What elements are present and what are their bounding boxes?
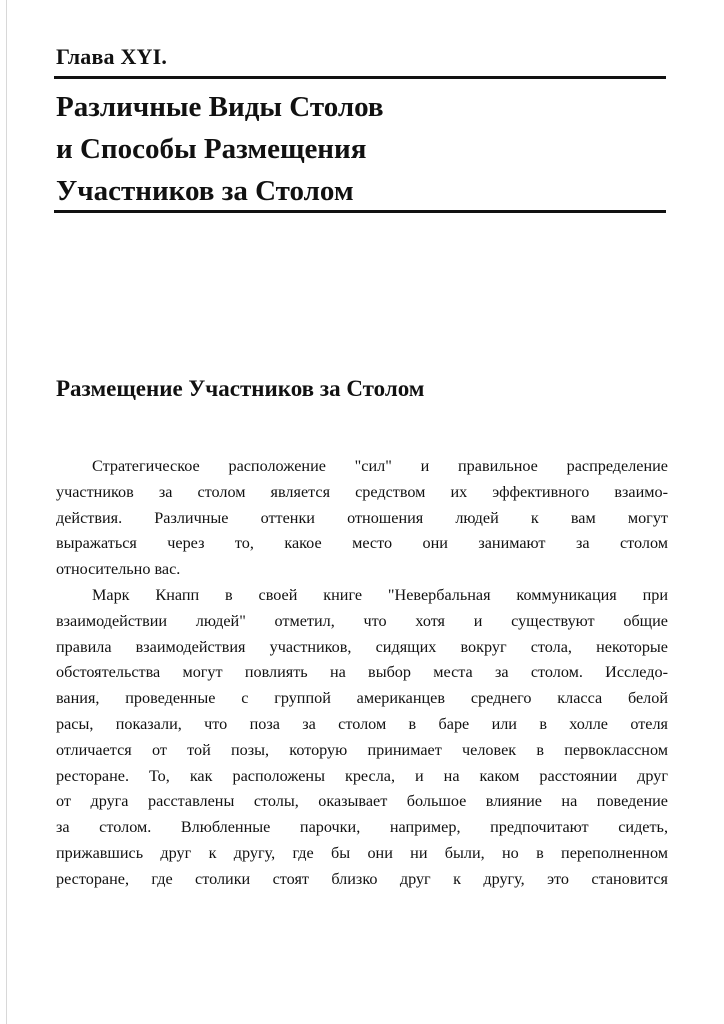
text-line: ресторане, где столики стоят близко друг к другу, это становится	[56, 869, 668, 888]
text-line: действия. Различные оттенки отношения людей к вам могут	[56, 508, 668, 527]
chapter-title	[56, 86, 384, 212]
text-line: относительно вас.	[56, 560, 181, 579]
chapter-title-line: и Способы Размещения	[56, 133, 367, 165]
text-line: Стратегическое расположение "сил" и правильное распределение	[92, 457, 668, 475]
section-heading: Размещение Участников за Столом	[56, 376, 425, 401]
paragraph	[56, 454, 668, 583]
text-line: Марк Кнапп в своей книге "Невербальная коммуникация при	[92, 585, 668, 604]
text-line: вания, проведенные с группой американцев среднего класса белой	[56, 689, 668, 708]
text-line: правила взаимодействия участников, сидящих вокруг стола, некоторые	[56, 637, 668, 656]
text-line: расы, показали, что поза за столом в баре или в холле отеля	[56, 714, 668, 733]
chapter-title-line: Участников за Столом	[56, 175, 354, 207]
text-line: прижавшись друг к другу, где бы они ни были, но в переполненном	[56, 843, 668, 862]
paragraph	[56, 583, 668, 893]
page-edge	[6, 0, 7, 1024]
text-line: от друга расставлены столы, оказывает большое влияние на поведение	[56, 792, 668, 811]
chapter-rule-top	[54, 76, 666, 79]
text-line: выражаться через то, какое место они занимают за столом	[56, 534, 668, 553]
chapter-rule-bottom	[54, 210, 666, 213]
text-line: за столом. Влюбленные парочки, например, предпочитают сидеть,	[56, 818, 668, 837]
text-line: отличается от той позы, которую принимает человек в первоклассном	[56, 740, 668, 759]
text-line: участников за столом является средством их эффективного взаимо-	[56, 482, 668, 501]
text-line: взаимодействии людей" отметил, что хотя и существуют общие	[56, 611, 668, 630]
text-line: ресторане. То, как расположены кресла, и на каком расстоянии друг	[56, 766, 668, 785]
text-line: обстоятельства могут повлиять на выбор места за столом. Исследо-	[56, 663, 668, 682]
chapter-title-line: Различные Виды Столов	[56, 91, 384, 123]
chapter-label: Глава XYI.	[56, 44, 168, 69]
body-text	[56, 454, 668, 893]
